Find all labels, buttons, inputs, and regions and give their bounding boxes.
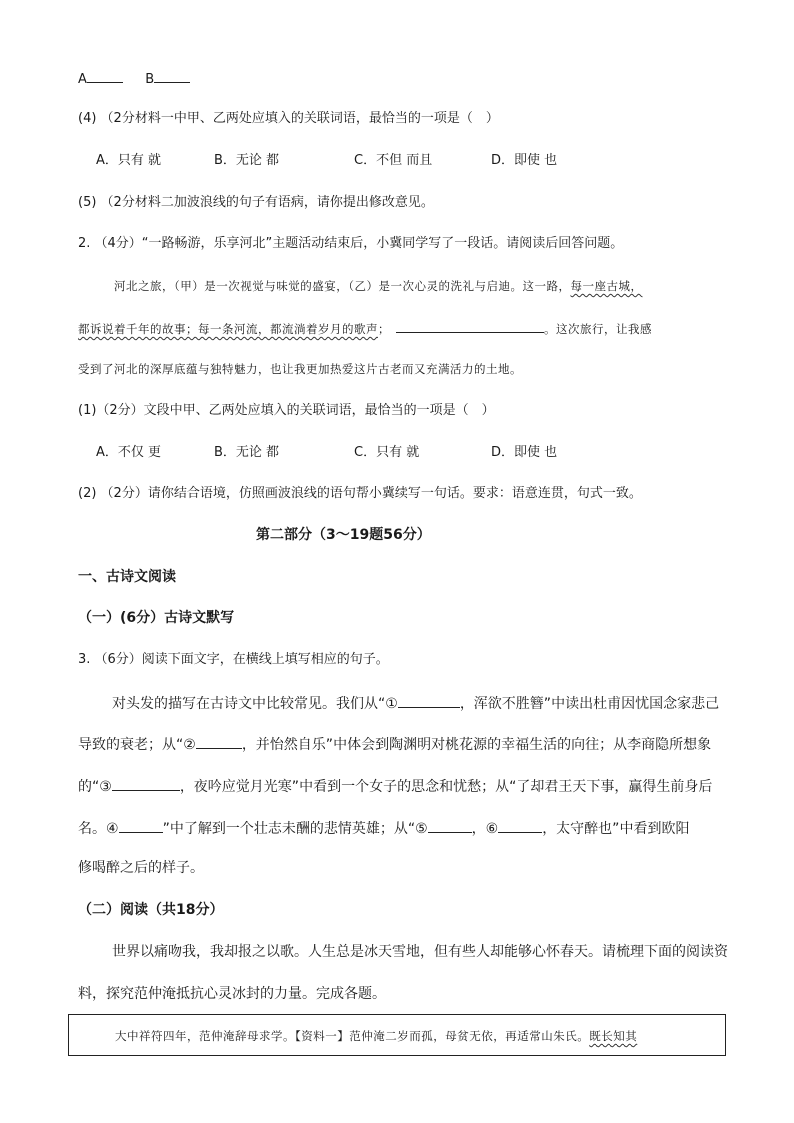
wavy-sentence-2: 都诉说着千年的故事；每一条河流，都流淌着岁月的歌声 (78, 322, 378, 336)
para-text: 名。④ (78, 821, 119, 837)
para-text: ，⑥ (471, 821, 499, 837)
question-3-stem: 3. （6分）阅读下面文字，在横线上填写相应的句子。 (78, 652, 389, 667)
q3-paragraph-line-5: 修喝醉之后的样子。 (78, 860, 204, 876)
blank-5 (428, 818, 472, 833)
blank-4 (119, 818, 163, 833)
label-b: B (145, 72, 155, 87)
box-text: 范仲淹二岁而孤，母贫无依，再适常山朱氏。 (349, 1029, 590, 1043)
intro-line-2: 料，探究范仲淹抵抗心灵冰封的力量。完成各题。 (78, 986, 386, 1002)
q3-paragraph-line-2 (78, 734, 711, 754)
passage-blank (396, 318, 544, 333)
blank-b (154, 68, 190, 83)
q2-sub1-option-d: D．即使 也 (491, 445, 558, 460)
blank-6 (498, 818, 542, 833)
q4-option-c: C．不但 而且 (354, 153, 433, 168)
question-5-stem: (5) （2分材料二加波浪线的句子有语病，请你提出修改意见。 (78, 195, 434, 210)
material-label: 【资料一】 (295, 1029, 350, 1043)
passage-text: 。这次旅行，让我感 (544, 322, 652, 336)
reading-material-box (68, 1014, 726, 1056)
blank-2 (196, 734, 242, 749)
q3-paragraph-line-4 (78, 818, 689, 838)
para-text: 对头发的描写在古诗文中比较常见。我们从“① (112, 696, 398, 712)
passage-line-3: 受到了河北的深厚底蕴与独特魅力，也让我更加热爱这片古老而又充满活力的土地。 (78, 362, 522, 376)
para-text: ，太守醉也”中看到欧阳 (542, 821, 690, 837)
q3-paragraph-line-3 (78, 776, 712, 796)
section-heading-1: 一、古诗文阅读 (78, 569, 176, 585)
question-4-stem: (4) （2分材料一中甲、乙两处应填入的关联词语，最恰当的一项是（ ） (78, 111, 499, 126)
box-text-line (115, 1027, 637, 1045)
sub-section-heading-2: （二）阅读（共18分） (78, 902, 224, 918)
q2-sub1-option-a: A．不仅 更 (96, 445, 162, 460)
q2-sub1-stem: (1)（2分）文段中甲、乙两处应填入的关联词语，最恰当的一项是（ ） (78, 403, 495, 418)
passage-line-1 (114, 277, 643, 295)
intro-line-1: 世界以痛吻我，我却报之以歌。人生总是冰天雪地，但有些人却能够心怀春天。请梳理下面的阅读资 (112, 944, 728, 960)
sub-section-heading-1: （一）(6分）古诗文默写 (78, 610, 235, 626)
blank-3 (112, 776, 180, 791)
para-text: 的“③ (78, 779, 112, 795)
q4-option-b: B．无论 都 (214, 153, 280, 168)
q4-option-a: A．只有 就 (96, 153, 162, 168)
question-2-stem: 2. （4分）“一路畅游，乐享河北”主题活动结束后，小冀同学写了一段话。请阅读后回答问题。 (78, 236, 624, 251)
q3-paragraph-line-1 (112, 693, 719, 713)
ab-answer-line (78, 68, 190, 89)
passage-text: 河北之旅，（甲）是一次视觉与味觉的盛宴，（乙）是一次心灵的洗礼与启迪。这一路， (114, 279, 571, 293)
wavy-text: 既长知其 (589, 1029, 638, 1043)
blank-a (87, 68, 123, 83)
passage-text: ； (378, 322, 390, 336)
label-a: A (78, 72, 87, 87)
part-2-title: 第二部分（3～19题56分） (256, 527, 431, 543)
q4-option-d: D．即使 也 (491, 153, 558, 168)
q2-sub1-option-b: B．无论 都 (214, 445, 280, 460)
para-text: ”中了解到一个壮志未酬的悲情英雄；从“⑤ (162, 821, 428, 837)
q2-sub2-stem: (2) （2分）请你结合语境，仿照画波浪线的语句帮小冀续写一句话。要求：语意连贯，句式一致。 (78, 486, 642, 501)
para-text: ，浑欲不胜簪”中读出杜甫因忧国念家悲己 (459, 696, 720, 712)
q2-sub1-option-c: C．只有 就 (354, 445, 420, 460)
passage-line-2 (78, 318, 652, 338)
para-text: 导致的衰老；从“② (78, 737, 196, 753)
para-text: ，夜吟应觉月光寒”中看到一个女子的思念和忧愁；从“了却君王天下事，赢得生前身后 (179, 779, 713, 795)
box-text: 大中祥符四年，范仲淹辞母求学。 (115, 1029, 295, 1043)
blank-1 (398, 693, 460, 708)
para-text: ，并怡然自乐”中体会到陶渊明对桃花源的幸福生活的向往；从李商隐所想象 (241, 737, 712, 753)
wavy-sentence-1: 每一座古城， (570, 279, 643, 293)
